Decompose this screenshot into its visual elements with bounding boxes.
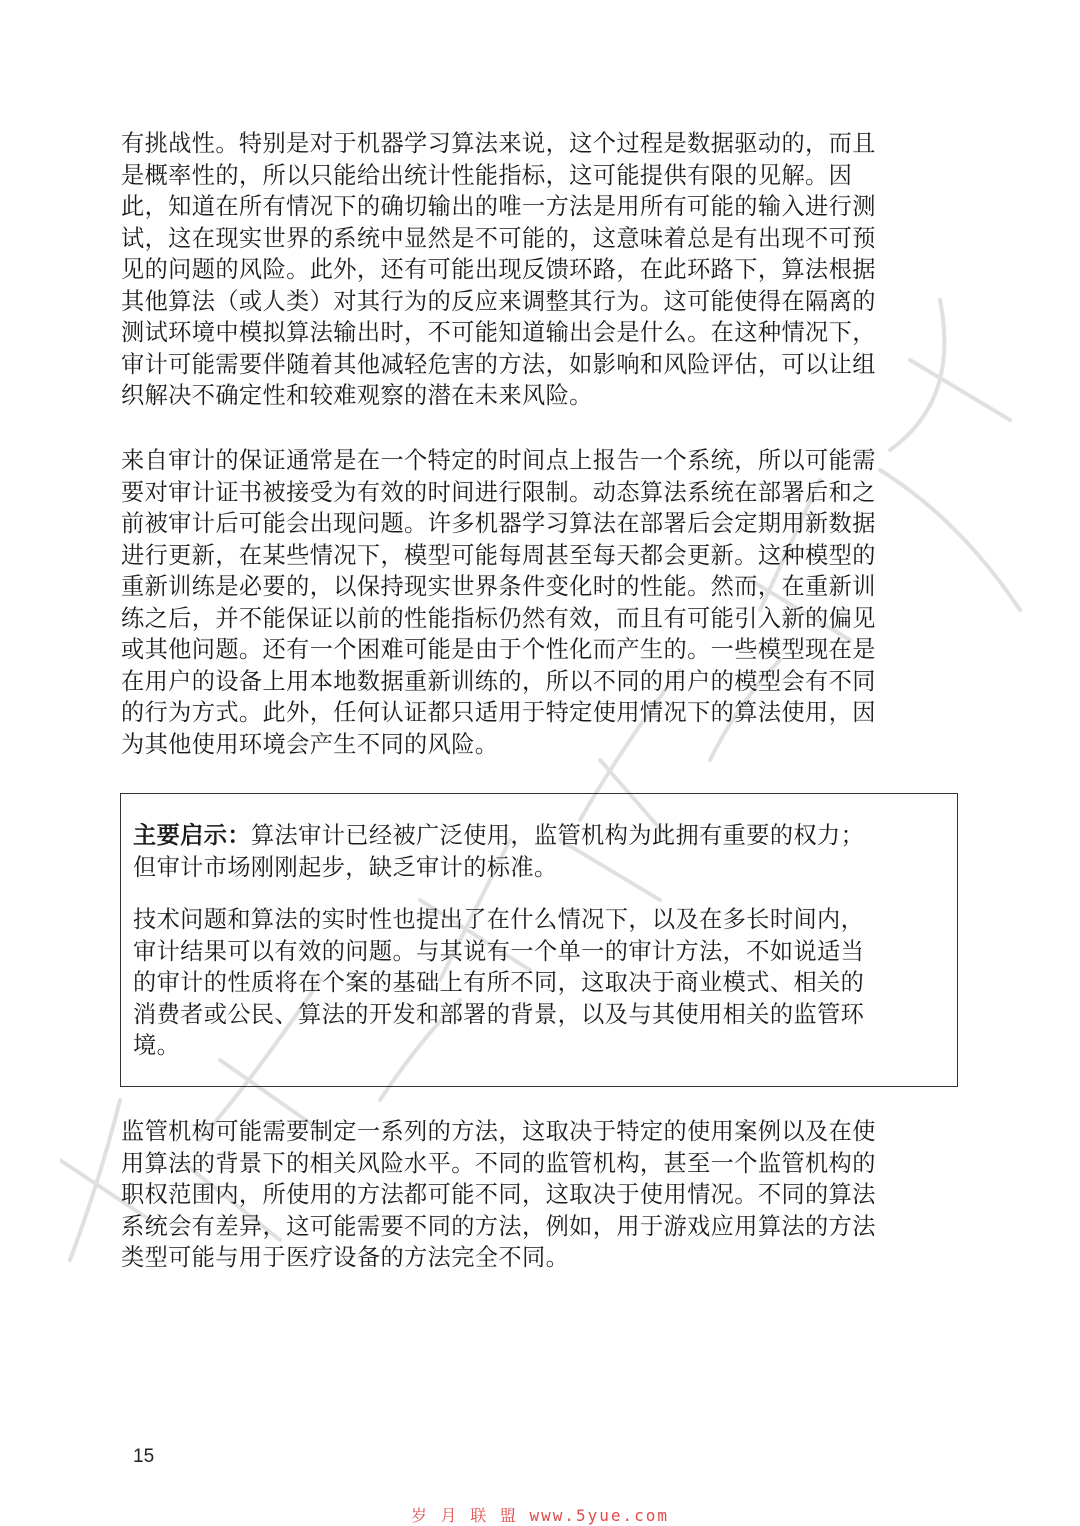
footer-brand: 岁 月 联 盟 www.5yue.com <box>410 1506 670 1525</box>
body-paragraph-3: 监管机构可能需要制定一系列的方法，这取决于特定的使用案例以及在使 用算法的背景下的相关风险水平。不同的监管机构，甚至一个监管机构的 职权范围内，所使用的方法都可能不同，这取决于使用情况。不同的算法 系统会有差异，这可能需要不同的方法，例如，用于游戏应用算法的方法 类型可能与用于医疗设备的方法完全不同。 <box>121 1118 876 1271</box>
body-paragraph-1: 有挑战性。特别是对于机器学习算法来说，这个过程是数据驱动的，而且 是概率性的，所以只能给出统计性能指标，这可能提供有限的见解。因 此，知道在所有情况下的确切输出的唯一方法是用所有可能的输入进行测 试，这在现实世界的系统中显然是不可能的，这意味着总是有出现不可预 见的问题的风险。此外，还有可能出现反馈环路，在此环路下，算法根据 其他算法（或人类）对其行为的反应来调整其行为。这可能使得在隔离的 测试环境中模拟算法输出时，不可能知道输出会是什么。在这种情况下， 审计可能需要伴随着其他减轻危害的方法，如影响和风险评估，可以让组 织解决不确定性和较难观察的潜在未来风险。 <box>121 130 876 409</box>
key-takeaways-paragraph-2: 技术问题和算法的实时性也提出了在什么情况下，以及在多长时间内， 审计结果可以有效的问题。与其说有一个单一的审计方法，不如说适当 的审计的性质将在个案的基础上有所不同，这取决于商业模式、相关的 消费者或公民、算法的开发和部署的背景，以及与其使用相关的监管环 境。 <box>133 906 865 1059</box>
key-takeaways-box <box>120 793 958 1087</box>
key-takeaways-text-1: 算法审计已经被广泛使用，监管机构为此拥有重要的权力； 但审计市场刚刚起步，缺乏审计的标准。 <box>133 822 865 881</box>
body-paragraph-2: 来自审计的保证通常是在一个特定的时间点上报告一个系统，所以可能需 要对审计证书被接受为有效的时间进行限制。动态算法系统在部署后和之 前被审计后可能会出现问题。许多机器学习算法在部署后会定期用新数据 进行更新，在某些情况下，模型可能每周甚至每天都会更新。这种模型的 重新训练是必要的，以保持现实世界条件变化时的性能。然而，在重新训 练之后，并不能保证以前的性能指标仍然有效，而且有可能引入新的偏见 或其他问题。还有一个困难可能是由于个性化而产生的。一些模型现在是 在用户的设备上用本地数据重新训练的，所以不同的用户的模型会有不同 的行为方式。此外，任何认证都只适用于特定使用情况下的算法使用，因 为其他使用环境会产生不同的风险。 <box>121 447 876 758</box>
page-number: 15 <box>133 1446 155 1467</box>
key-takeaways-heading: 主要启示： <box>133 822 251 849</box>
key-takeaways-paragraph-1 <box>133 820 933 883</box>
